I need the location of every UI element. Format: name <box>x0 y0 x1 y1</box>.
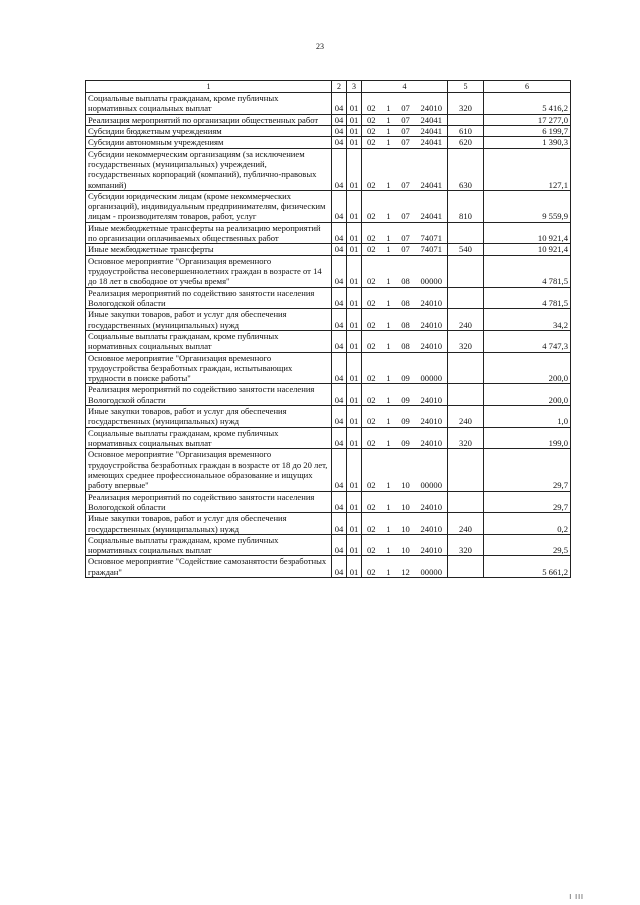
code-part: 02 <box>367 179 376 190</box>
code-part: 02 <box>367 523 376 534</box>
target-article-cell <box>362 427 448 449</box>
header-cell: 3 <box>347 81 362 93</box>
target-article-code <box>364 103 445 113</box>
target-article-code <box>364 276 445 286</box>
subsection-code-cell: 01 <box>347 427 362 449</box>
target-article-cell <box>362 255 448 287</box>
code-part: 09 <box>401 438 410 448</box>
table-row <box>86 287 571 309</box>
code-part: 24010 <box>420 319 442 330</box>
target-article-code <box>364 233 445 243</box>
table-row <box>86 427 571 449</box>
table-header-row <box>86 81 571 93</box>
code-part: 1 <box>386 341 391 352</box>
expense-type-cell <box>448 556 484 578</box>
code-part: 02 <box>367 297 376 308</box>
subsection-code-cell: 01 <box>347 384 362 406</box>
amount-cell: 34,2 <box>484 309 571 331</box>
code-part: 12 <box>401 566 410 577</box>
code-part: 07 <box>401 244 410 255</box>
target-article-cell <box>362 309 448 331</box>
subsection-code-cell: 01 <box>347 255 362 287</box>
code-part: 10 <box>401 501 410 512</box>
target-article-code <box>364 211 445 221</box>
code-part: 02 <box>367 276 376 287</box>
amount-cell: 9 559,9 <box>484 190 571 222</box>
code-part: 10 <box>401 545 410 556</box>
row-name-cell: Реализация мероприятий по содействию занятости населения Вологодской области <box>86 491 332 513</box>
table-row <box>86 190 571 222</box>
row-name-cell: Социальные выплаты гражданам, кроме публичных нормативных социальных выплат <box>86 427 332 449</box>
target-article-cell <box>362 449 448 491</box>
corner-mark: I III <box>569 894 584 901</box>
code-part: 24010 <box>420 341 442 352</box>
target-article-cell <box>362 222 448 244</box>
row-name-cell: Социальные выплаты гражданам, кроме публичных нормативных социальных выплат <box>86 330 332 352</box>
target-article-cell <box>362 491 448 513</box>
code-part: 1 <box>386 103 391 114</box>
code-part: 10 <box>401 480 410 491</box>
code-part: 00000 <box>420 566 442 577</box>
subsection-code-cell: 01 <box>347 491 362 513</box>
target-article-cell <box>362 513 448 535</box>
code-part: 1 <box>386 114 391 125</box>
code-part: 02 <box>367 125 376 136</box>
code-part: 24041 <box>420 125 442 136</box>
target-article-code <box>364 320 445 330</box>
target-article-cell <box>362 148 448 190</box>
row-name-cell: Основное мероприятие "Содействие самозанятости безработных граждан" <box>86 556 332 578</box>
target-article-cell <box>362 244 448 255</box>
amount-cell: 5 661,2 <box>484 556 571 578</box>
code-part: 07 <box>401 179 410 190</box>
code-part: 1 <box>386 211 391 222</box>
code-part: 07 <box>401 211 410 222</box>
code-part: 02 <box>367 566 376 577</box>
target-article-code <box>364 298 445 308</box>
section-code-cell: 04 <box>332 330 347 352</box>
code-part: 24010 <box>420 523 442 534</box>
row-name-cell: Субсидии некоммерческим организациям (за исключением государственных (муниципальных) учреждений, государственных корпораций (компаний), публично-правовых компаний) <box>86 148 332 190</box>
code-part: 1 <box>386 179 391 190</box>
row-name-cell: Иные межбюджетные трансферты на реализацию мероприятий по организации оплачиваемых общественных работ <box>86 222 332 244</box>
section-code-cell: 04 <box>332 491 347 513</box>
target-article-code <box>364 502 445 512</box>
code-part: 1 <box>386 566 391 577</box>
expense-type-cell: 240 <box>448 309 484 331</box>
expense-type-cell <box>448 384 484 406</box>
section-code-cell: 04 <box>332 513 347 535</box>
row-name-cell: Реализация мероприятий по содействию занятости населения Вологодской области <box>86 384 332 406</box>
code-part: 1 <box>386 125 391 136</box>
amount-cell: 4 747,3 <box>484 330 571 352</box>
target-article-cell <box>362 125 448 136</box>
code-part: 00000 <box>420 480 442 491</box>
amount-cell: 127,1 <box>484 148 571 190</box>
amount-cell: 29,7 <box>484 449 571 491</box>
table-row <box>86 148 571 190</box>
subsection-code-cell: 01 <box>347 244 362 255</box>
row-name-cell: Иные закупки товаров, работ и услуг для обеспечения государственных (муниципальных) нужд <box>86 513 332 535</box>
section-code-cell: 04 <box>332 125 347 136</box>
amount-cell: 4 781,5 <box>484 255 571 287</box>
code-part: 1 <box>386 137 391 148</box>
section-code-cell: 04 <box>332 93 347 115</box>
header-cell: 1 <box>86 81 332 93</box>
subsection-code-cell: 01 <box>347 93 362 115</box>
section-code-cell: 04 <box>332 114 347 125</box>
code-part: 24010 <box>420 297 442 308</box>
code-part: 02 <box>367 545 376 556</box>
amount-cell: 10 921,4 <box>484 244 571 255</box>
target-article-cell <box>362 534 448 556</box>
code-part: 07 <box>401 233 410 244</box>
code-part: 08 <box>401 341 410 352</box>
row-name-cell: Субсидии автономным учреждениям <box>86 137 332 148</box>
target-article-code <box>364 524 445 534</box>
amount-cell: 0,2 <box>484 513 571 535</box>
subsection-code-cell: 01 <box>347 406 362 428</box>
header-cell: 5 <box>448 81 484 93</box>
subsection-code-cell: 01 <box>347 330 362 352</box>
table-row <box>86 137 571 148</box>
table-row <box>86 352 571 384</box>
amount-cell: 4 781,5 <box>484 287 571 309</box>
target-article-code <box>364 567 445 577</box>
code-part: 02 <box>367 244 376 255</box>
target-article-cell <box>362 384 448 406</box>
code-part: 09 <box>401 394 410 405</box>
subsection-code-cell: 01 <box>347 449 362 491</box>
target-article-cell <box>362 190 448 222</box>
section-code-cell: 04 <box>332 190 347 222</box>
target-article-cell <box>362 93 448 115</box>
code-part: 24041 <box>420 114 442 125</box>
expense-type-cell <box>448 222 484 244</box>
section-code-cell: 04 <box>332 309 347 331</box>
subsection-code-cell: 01 <box>347 222 362 244</box>
row-name-cell: Реализация мероприятий по организации общественных работ <box>86 114 332 125</box>
expense-type-cell <box>448 449 484 491</box>
target-article-cell <box>362 406 448 428</box>
code-part: 1 <box>386 545 391 556</box>
code-part: 09 <box>401 416 410 427</box>
table-row <box>86 491 571 513</box>
section-code-cell: 04 <box>332 222 347 244</box>
code-part: 07 <box>401 125 410 136</box>
row-name-cell: Основное мероприятие "Организация временного трудоустройства безработных граждан, испытывающих трудности в поиске работы" <box>86 352 332 384</box>
code-part: 07 <box>401 137 410 148</box>
table-row <box>86 222 571 244</box>
subsection-code-cell: 01 <box>347 125 362 136</box>
amount-cell: 5 416,2 <box>484 93 571 115</box>
target-article-code <box>364 126 445 136</box>
code-part: 10 <box>401 523 410 534</box>
code-part: 02 <box>367 394 376 405</box>
code-part: 02 <box>367 501 376 512</box>
expense-type-cell <box>448 352 484 384</box>
amount-cell: 29,7 <box>484 491 571 513</box>
subsection-code-cell: 01 <box>347 148 362 190</box>
code-part: 24041 <box>420 211 442 222</box>
section-code-cell: 04 <box>332 534 347 556</box>
target-article-code <box>364 480 445 490</box>
code-part: 24010 <box>420 394 442 405</box>
header-cell: 6 <box>484 81 571 93</box>
code-part: 24041 <box>420 179 442 190</box>
expense-type-cell: 320 <box>448 93 484 115</box>
row-name-cell: Иные межбюджетные трансферты <box>86 244 332 255</box>
target-article-cell <box>362 137 448 148</box>
expense-type-cell <box>448 114 484 125</box>
expense-type-cell: 810 <box>448 190 484 222</box>
section-code-cell: 04 <box>332 287 347 309</box>
subsection-code-cell: 01 <box>347 114 362 125</box>
table-row <box>86 330 571 352</box>
table-row <box>86 309 571 331</box>
table-row <box>86 125 571 136</box>
expense-type-cell: 320 <box>448 534 484 556</box>
target-article-cell <box>362 114 448 125</box>
section-code-cell: 04 <box>332 137 347 148</box>
expense-type-cell: 620 <box>448 137 484 148</box>
amount-cell: 1 390,3 <box>484 137 571 148</box>
row-name-cell: Социальные выплаты гражданам, кроме публичных нормативных социальных выплат <box>86 534 332 556</box>
subsection-code-cell: 01 <box>347 309 362 331</box>
code-part: 24010 <box>420 438 442 448</box>
target-article-code <box>364 438 445 448</box>
code-part: 08 <box>401 297 410 308</box>
expense-type-cell: 240 <box>448 513 484 535</box>
header-cell: 2 <box>332 81 347 93</box>
code-part: 08 <box>401 276 410 287</box>
subsection-code-cell: 01 <box>347 534 362 556</box>
target-article-cell <box>362 287 448 309</box>
amount-cell: 17 277,0 <box>484 114 571 125</box>
subsection-code-cell: 01 <box>347 352 362 384</box>
section-code-cell: 04 <box>332 148 347 190</box>
table-row <box>86 114 571 125</box>
code-part: 74071 <box>420 244 442 255</box>
code-part: 00000 <box>420 373 442 384</box>
code-part: 1 <box>386 523 391 534</box>
budget-table <box>85 80 571 578</box>
code-part: 02 <box>367 480 376 491</box>
code-part: 1 <box>386 394 391 405</box>
section-code-cell: 04 <box>332 384 347 406</box>
row-name-cell: Субсидии бюджетным учреждениям <box>86 125 332 136</box>
target-article-code <box>364 137 445 147</box>
subsection-code-cell: 01 <box>347 556 362 578</box>
table-row <box>86 534 571 556</box>
code-part: 24010 <box>420 416 442 427</box>
amount-cell: 200,0 <box>484 384 571 406</box>
amount-cell: 199,0 <box>484 427 571 449</box>
table-row <box>86 449 571 491</box>
target-article-code <box>364 180 445 190</box>
section-code-cell: 04 <box>332 244 347 255</box>
code-part: 24010 <box>420 103 442 114</box>
section-code-cell: 04 <box>332 352 347 384</box>
code-part: 07 <box>401 103 410 114</box>
code-part: 74071 <box>420 233 442 244</box>
table-row <box>86 93 571 115</box>
target-article-cell <box>362 352 448 384</box>
table-row <box>86 244 571 255</box>
code-part: 02 <box>367 319 376 330</box>
amount-cell: 10 921,4 <box>484 222 571 244</box>
amount-cell: 29,5 <box>484 534 571 556</box>
expense-type-cell: 630 <box>448 148 484 190</box>
expense-type-cell: 540 <box>448 244 484 255</box>
code-part: 02 <box>367 233 376 244</box>
table-row <box>86 406 571 428</box>
page-number: 23 <box>316 42 324 51</box>
amount-cell: 200,0 <box>484 352 571 384</box>
code-part: 02 <box>367 114 376 125</box>
subsection-code-cell: 01 <box>347 287 362 309</box>
row-name-cell: Субсидии юридическим лицам (кроме некоммерческих организаций), индивидуальным предпринимателям, физическим лицам - производителям товаров, работ, услуг <box>86 190 332 222</box>
table-row <box>86 513 571 535</box>
code-part: 1 <box>386 438 391 448</box>
code-part: 02 <box>367 373 376 384</box>
subsection-code-cell: 01 <box>347 137 362 148</box>
code-part: 1 <box>386 319 391 330</box>
target-article-code <box>364 416 445 426</box>
code-part: 24010 <box>420 545 442 556</box>
code-part: 07 <box>401 114 410 125</box>
target-article-cell <box>362 330 448 352</box>
code-part: 02 <box>367 103 376 114</box>
code-part: 1 <box>386 501 391 512</box>
table-row <box>86 384 571 406</box>
section-code-cell: 04 <box>332 556 347 578</box>
code-part: 08 <box>401 319 410 330</box>
amount-cell: 6 199,7 <box>484 125 571 136</box>
code-part: 1 <box>386 276 391 287</box>
section-code-cell: 04 <box>332 427 347 449</box>
expense-type-cell <box>448 287 484 309</box>
code-part: 02 <box>367 137 376 148</box>
code-part: 1 <box>386 373 391 384</box>
code-part: 24010 <box>420 501 442 512</box>
code-part: 1 <box>386 244 391 255</box>
target-article-code <box>364 244 445 254</box>
code-part: 24041 <box>420 137 442 148</box>
section-code-cell: 04 <box>332 406 347 428</box>
row-name-cell: Иные закупки товаров, работ и услуг для обеспечения государственных (муниципальных) нужд <box>86 309 332 331</box>
row-name-cell: Основное мероприятие "Организация временного трудоустройства несовершеннолетних граждан в возрасте от 14 до 18 лет в свободное от учебы время" <box>86 255 332 287</box>
code-part: 1 <box>386 480 391 491</box>
target-article-code <box>364 341 445 351</box>
code-part: 1 <box>386 416 391 427</box>
code-part: 02 <box>367 438 376 448</box>
header-cell: 4 <box>362 81 448 93</box>
expense-type-cell <box>448 255 484 287</box>
row-name-cell: Социальные выплаты гражданам, кроме публичных нормативных социальных выплат <box>86 93 332 115</box>
target-article-code <box>364 115 445 125</box>
amount-cell: 1,0 <box>484 406 571 428</box>
subsection-code-cell: 01 <box>347 513 362 535</box>
expense-type-cell: 320 <box>448 427 484 449</box>
expense-type-cell: 610 <box>448 125 484 136</box>
row-name-cell: Иные закупки товаров, работ и услуг для обеспечения государственных (муниципальных) нужд <box>86 406 332 428</box>
code-part: 1 <box>386 297 391 308</box>
expense-type-cell <box>448 491 484 513</box>
code-part: 02 <box>367 211 376 222</box>
row-name-cell: Реализация мероприятий по содействию занятости населения Вологодской области <box>86 287 332 309</box>
code-part: 09 <box>401 373 410 384</box>
subsection-code-cell: 01 <box>347 190 362 222</box>
expense-type-cell: 320 <box>448 330 484 352</box>
target-article-code <box>364 545 445 555</box>
target-article-code <box>364 395 445 405</box>
section-code-cell: 04 <box>332 449 347 491</box>
code-part: 02 <box>367 341 376 352</box>
target-article-code <box>364 373 445 383</box>
row-name-cell: Основное мероприятие "Организация временного трудоустройства безработных граждан в возрасте от 18 до 20 лет, имеющих среднее профессиональное образование и ищущих работу впервые" <box>86 449 332 491</box>
code-part: 00000 <box>420 276 442 287</box>
expense-type-cell: 240 <box>448 406 484 428</box>
section-code-cell: 04 <box>332 255 347 287</box>
table-row <box>86 556 571 578</box>
code-part: 02 <box>367 416 376 427</box>
target-article-cell <box>362 556 448 578</box>
table-row <box>86 255 571 287</box>
code-part: 1 <box>386 233 391 244</box>
